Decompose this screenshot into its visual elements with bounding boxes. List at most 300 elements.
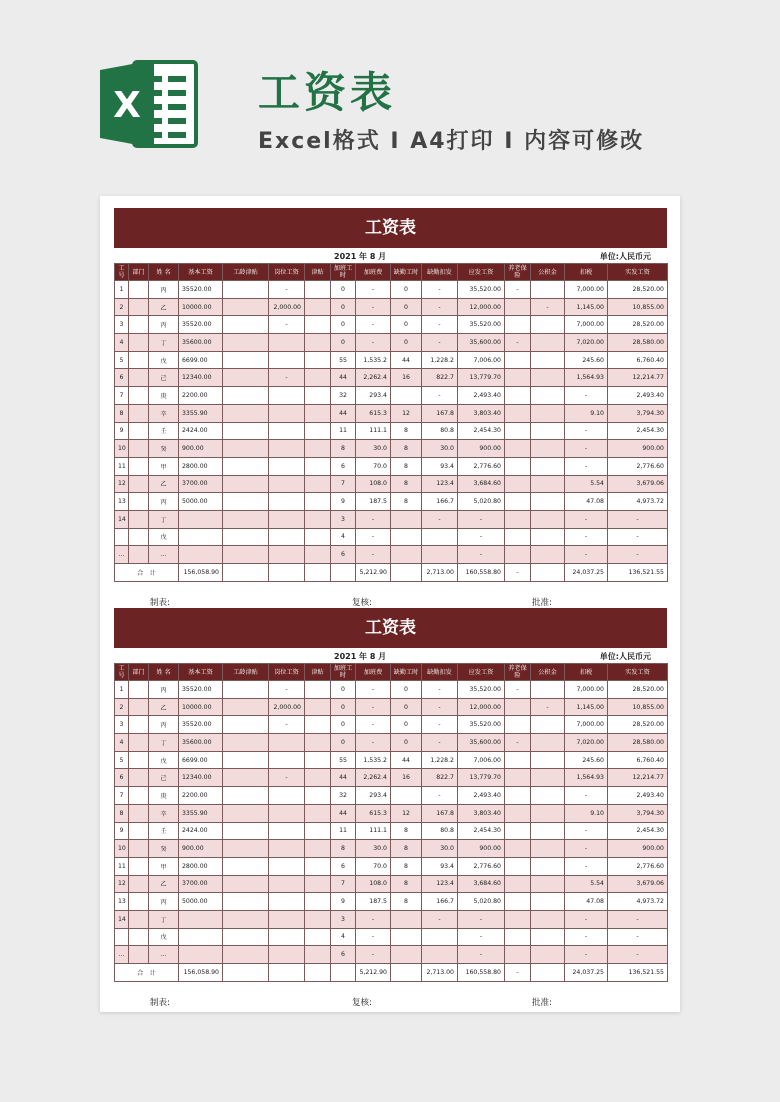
table-cell[interactable]	[505, 493, 531, 511]
table-cell[interactable]	[305, 369, 331, 387]
table-cell[interactable]: 93.4	[422, 457, 458, 475]
table-cell[interactable]: -	[565, 510, 608, 528]
table-cell[interactable]	[269, 804, 305, 822]
table-cell[interactable]: 0	[331, 298, 356, 316]
table-cell[interactable]: 1,564.93	[565, 369, 608, 387]
table-cell[interactable]	[129, 804, 149, 822]
table-cell[interactable]: 2,262.4	[356, 769, 391, 787]
table-cell[interactable]: 13	[115, 893, 129, 911]
table-cell[interactable]: 166.7	[422, 893, 458, 911]
table-cell[interactable]: -	[505, 681, 531, 699]
table-cell[interactable]: -	[458, 910, 505, 928]
table-cell[interactable]: 壬	[149, 822, 179, 840]
total-cell[interactable]: 136,521.55	[608, 964, 668, 982]
table-cell[interactable]: 123.4	[422, 875, 458, 893]
table-cell[interactable]: 822.7	[422, 369, 458, 387]
table-cell[interactable]	[129, 475, 149, 493]
table-cell[interactable]: 3,803.40	[458, 404, 505, 422]
table-cell[interactable]: 615.3	[356, 404, 391, 422]
table-cell[interactable]: -	[422, 734, 458, 752]
table-cell[interactable]: 8	[391, 822, 422, 840]
table-cell[interactable]	[305, 698, 331, 716]
table-cell[interactable]: ...	[149, 546, 179, 564]
table-cell[interactable]	[223, 298, 269, 316]
table-cell[interactable]: 822.7	[422, 769, 458, 787]
table-cell[interactable]: 7,000.00	[565, 316, 608, 334]
table-cell[interactable]	[305, 440, 331, 458]
table-cell[interactable]	[223, 840, 269, 858]
table-cell[interactable]	[129, 281, 149, 299]
table-cell[interactable]	[505, 804, 531, 822]
table-cell[interactable]: 8	[391, 893, 422, 911]
table-cell[interactable]: -	[356, 281, 391, 299]
table-cell[interactable]: 0	[331, 281, 356, 299]
table-cell[interactable]: 己	[149, 369, 179, 387]
table-cell[interactable]: 35,520.00	[458, 281, 505, 299]
table-cell[interactable]	[179, 546, 223, 564]
table-cell[interactable]: 7	[331, 475, 356, 493]
table-cell[interactable]	[129, 822, 149, 840]
table-cell[interactable]: 2200.00	[179, 387, 223, 405]
table-cell[interactable]: 7	[331, 875, 356, 893]
total-cell[interactable]	[391, 964, 422, 982]
table-cell[interactable]	[391, 510, 422, 528]
table-cell[interactable]	[129, 857, 149, 875]
table-cell[interactable]: 0	[331, 681, 356, 699]
table-cell[interactable]: 丙	[149, 893, 179, 911]
table-cell[interactable]	[531, 822, 565, 840]
table-cell[interactable]: 2,262.4	[356, 369, 391, 387]
table-cell[interactable]: -	[356, 910, 391, 928]
table-cell[interactable]	[223, 822, 269, 840]
table-cell[interactable]	[223, 493, 269, 511]
total-cell[interactable]	[331, 964, 356, 982]
table-cell[interactable]	[505, 440, 531, 458]
table-cell[interactable]	[505, 387, 531, 405]
table-cell[interactable]	[505, 457, 531, 475]
table-cell[interactable]: 35520.00	[179, 316, 223, 334]
table-cell[interactable]: 55	[331, 751, 356, 769]
table-cell[interactable]	[305, 787, 331, 805]
table-cell[interactable]: 93.4	[422, 857, 458, 875]
table-cell[interactable]	[223, 422, 269, 440]
table-cell[interactable]: -	[458, 928, 505, 946]
table-cell[interactable]	[129, 910, 149, 928]
table-cell[interactable]: -	[565, 857, 608, 875]
table-cell[interactable]: 0	[391, 681, 422, 699]
table-cell[interactable]: 壬	[149, 422, 179, 440]
table-cell[interactable]: 35,520.00	[458, 716, 505, 734]
table-cell[interactable]: 47.08	[565, 893, 608, 911]
table-cell[interactable]	[115, 528, 129, 546]
table-cell[interactable]: ...	[149, 946, 179, 964]
table-cell[interactable]	[305, 475, 331, 493]
table-cell[interactable]	[531, 493, 565, 511]
table-cell[interactable]	[269, 857, 305, 875]
table-cell[interactable]: 2,454.30	[458, 422, 505, 440]
table-cell[interactable]: 7	[115, 787, 129, 805]
table-cell[interactable]	[179, 946, 223, 964]
table-cell[interactable]	[179, 510, 223, 528]
table-cell[interactable]: 4	[115, 734, 129, 752]
total-cell[interactable]: 5,212.90	[356, 964, 391, 982]
table-cell[interactable]: 8	[115, 404, 129, 422]
table-cell[interactable]	[269, 510, 305, 528]
table-cell[interactable]	[305, 493, 331, 511]
table-cell[interactable]: -	[356, 510, 391, 528]
table-cell[interactable]: 5	[115, 351, 129, 369]
table-cell[interactable]: -	[356, 681, 391, 699]
table-cell[interactable]	[269, 787, 305, 805]
table-cell[interactable]	[422, 946, 458, 964]
table-cell[interactable]: -	[458, 546, 505, 564]
table-cell[interactable]: 11	[331, 822, 356, 840]
table-cell[interactable]	[129, 681, 149, 699]
table-cell[interactable]	[505, 946, 531, 964]
table-cell[interactable]: 6	[331, 546, 356, 564]
table-cell[interactable]: 900.00	[179, 440, 223, 458]
table-cell[interactable]	[223, 857, 269, 875]
table-cell[interactable]: 7,000.00	[565, 681, 608, 699]
total-cell[interactable]: 24,037.25	[565, 964, 608, 982]
table-cell[interactable]	[269, 928, 305, 946]
table-cell[interactable]	[129, 510, 149, 528]
table-cell[interactable]: -	[565, 422, 608, 440]
table-cell[interactable]: 167.8	[422, 804, 458, 822]
table-cell[interactable]	[223, 751, 269, 769]
table-cell[interactable]	[179, 528, 223, 546]
table-cell[interactable]: 0	[331, 716, 356, 734]
table-cell[interactable]	[269, 840, 305, 858]
table-cell[interactable]: 3	[331, 910, 356, 928]
table-cell[interactable]	[223, 404, 269, 422]
table-cell[interactable]	[505, 698, 531, 716]
table-cell[interactable]: -	[422, 910, 458, 928]
table-cell[interactable]: 3,684.60	[458, 475, 505, 493]
table-cell[interactable]: 3700.00	[179, 475, 223, 493]
table-cell[interactable]: 108.0	[356, 475, 391, 493]
table-cell[interactable]: 3,679.06	[608, 875, 668, 893]
table-cell[interactable]	[531, 893, 565, 911]
table-cell[interactable]: 2,000.00	[269, 698, 305, 716]
table-cell[interactable]	[269, 946, 305, 964]
table-cell[interactable]: 0	[391, 316, 422, 334]
table-cell[interactable]	[505, 893, 531, 911]
table-cell[interactable]: 8	[391, 857, 422, 875]
table-cell[interactable]	[223, 334, 269, 352]
table-cell[interactable]: 35520.00	[179, 281, 223, 299]
table-cell[interactable]: 己	[149, 769, 179, 787]
table-cell[interactable]: 9	[331, 493, 356, 511]
table-cell[interactable]: 3	[115, 716, 129, 734]
table-cell[interactable]	[505, 298, 531, 316]
table-cell[interactable]: 1,228.2	[422, 751, 458, 769]
table-cell[interactable]: -	[565, 546, 608, 564]
table-cell[interactable]: 丙	[149, 493, 179, 511]
table-cell[interactable]	[223, 369, 269, 387]
table-cell[interactable]: 2200.00	[179, 787, 223, 805]
table-cell[interactable]	[505, 510, 531, 528]
table-cell[interactable]: 2800.00	[179, 457, 223, 475]
table-cell[interactable]: 2,454.30	[458, 822, 505, 840]
table-cell[interactable]	[223, 681, 269, 699]
table-cell[interactable]: 2	[115, 298, 129, 316]
table-cell[interactable]	[223, 910, 269, 928]
table-cell[interactable]: 10000.00	[179, 698, 223, 716]
table-cell[interactable]: 丙	[149, 316, 179, 334]
table-cell[interactable]: 11	[331, 422, 356, 440]
table-cell[interactable]: 35,600.00	[458, 334, 505, 352]
table-cell[interactable]: 2,776.60	[458, 857, 505, 875]
table-cell[interactable]: 2424.00	[179, 422, 223, 440]
table-cell[interactable]: 甲	[149, 457, 179, 475]
table-cell[interactable]: 12,000.00	[458, 298, 505, 316]
table-cell[interactable]: 辛	[149, 404, 179, 422]
table-cell[interactable]: 4,973.72	[608, 493, 668, 511]
table-cell[interactable]	[305, 769, 331, 787]
table-cell[interactable]	[269, 351, 305, 369]
table-cell[interactable]: 3,684.60	[458, 875, 505, 893]
table-cell[interactable]: 0	[391, 298, 422, 316]
table-cell[interactable]	[269, 422, 305, 440]
table-cell[interactable]: 丙	[149, 681, 179, 699]
table-cell[interactable]	[129, 734, 149, 752]
table-cell[interactable]: 28,520.00	[608, 681, 668, 699]
table-cell[interactable]: 乙	[149, 475, 179, 493]
table-cell[interactable]	[531, 369, 565, 387]
table-cell[interactable]: 108.0	[356, 875, 391, 893]
table-cell[interactable]: 2800.00	[179, 857, 223, 875]
table-cell[interactable]	[305, 681, 331, 699]
table-cell[interactable]: 12340.00	[179, 769, 223, 787]
table-cell[interactable]: 10	[115, 840, 129, 858]
table-cell[interactable]: 戊	[149, 528, 179, 546]
table-cell[interactable]	[129, 769, 149, 787]
table-cell[interactable]: 9	[115, 822, 129, 840]
table-cell[interactable]: 9.10	[565, 404, 608, 422]
table-cell[interactable]: -	[422, 316, 458, 334]
table-cell[interactable]: 35,600.00	[458, 734, 505, 752]
table-cell[interactable]: -	[565, 440, 608, 458]
table-cell[interactable]: 80.8	[422, 422, 458, 440]
total-cell[interactable]: 5,212.90	[356, 564, 391, 582]
table-cell[interactable]	[422, 928, 458, 946]
table-cell[interactable]: 12	[391, 804, 422, 822]
table-cell[interactable]: 7,006.00	[458, 351, 505, 369]
table-cell[interactable]: 5,020.80	[458, 893, 505, 911]
table-cell[interactable]	[305, 298, 331, 316]
table-cell[interactable]: 丙	[149, 281, 179, 299]
table-cell[interactable]: 8	[391, 493, 422, 511]
table-cell[interactable]: 3	[331, 510, 356, 528]
table-cell[interactable]	[223, 440, 269, 458]
table-cell[interactable]	[115, 928, 129, 946]
table-cell[interactable]	[129, 875, 149, 893]
table-cell[interactable]	[129, 840, 149, 858]
table-cell[interactable]	[505, 422, 531, 440]
table-cell[interactable]: 2,493.40	[608, 387, 668, 405]
table-cell[interactable]: -	[422, 334, 458, 352]
table-cell[interactable]: 0	[331, 698, 356, 716]
table-cell[interactable]: 111.1	[356, 422, 391, 440]
table-cell[interactable]: -	[269, 769, 305, 787]
table-cell[interactable]: 7,020.00	[565, 734, 608, 752]
table-cell[interactable]: 8	[331, 840, 356, 858]
table-cell[interactable]: 8	[391, 475, 422, 493]
total-cell[interactable]: 156,058.90	[179, 564, 223, 582]
table-cell[interactable]: 2,776.60	[608, 457, 668, 475]
table-cell[interactable]	[531, 387, 565, 405]
table-cell[interactable]	[269, 528, 305, 546]
table-cell[interactable]: 28,520.00	[608, 281, 668, 299]
table-cell[interactable]	[129, 946, 149, 964]
table-cell[interactable]: 30.0	[422, 840, 458, 858]
table-cell[interactable]	[269, 334, 305, 352]
table-cell[interactable]	[305, 404, 331, 422]
table-cell[interactable]: 7,000.00	[565, 281, 608, 299]
table-cell[interactable]: 12340.00	[179, 369, 223, 387]
table-cell[interactable]: 245.60	[565, 751, 608, 769]
table-cell[interactable]: 8	[115, 804, 129, 822]
table-cell[interactable]	[531, 734, 565, 752]
table-cell[interactable]: 8	[391, 875, 422, 893]
table-cell[interactable]: 5000.00	[179, 893, 223, 911]
table-cell[interactable]: 28,580.00	[608, 734, 668, 752]
table-cell[interactable]	[223, 281, 269, 299]
table-cell[interactable]	[505, 751, 531, 769]
table-cell[interactable]: 4	[115, 334, 129, 352]
table-cell[interactable]	[305, 751, 331, 769]
table-cell[interactable]: 3,794.30	[608, 404, 668, 422]
table-cell[interactable]	[223, 893, 269, 911]
table-cell[interactable]: 900.00	[608, 840, 668, 858]
table-cell[interactable]: 1,228.2	[422, 351, 458, 369]
table-cell[interactable]: -	[608, 528, 668, 546]
table-cell[interactable]: 3355.90	[179, 404, 223, 422]
table-cell[interactable]	[422, 528, 458, 546]
table-cell[interactable]: 5.54	[565, 475, 608, 493]
table-cell[interactable]: 10000.00	[179, 298, 223, 316]
table-cell[interactable]: 2,000.00	[269, 298, 305, 316]
table-cell[interactable]: 2	[115, 698, 129, 716]
table-cell[interactable]: -	[565, 387, 608, 405]
table-cell[interactable]: 丁	[149, 734, 179, 752]
table-cell[interactable]: 70.0	[356, 857, 391, 875]
table-cell[interactable]	[269, 457, 305, 475]
table-cell[interactable]	[129, 893, 149, 911]
table-cell[interactable]	[269, 404, 305, 422]
table-cell[interactable]	[531, 404, 565, 422]
table-cell[interactable]: 12	[115, 875, 129, 893]
table-cell[interactable]	[129, 404, 149, 422]
table-cell[interactable]	[305, 893, 331, 911]
table-cell[interactable]	[531, 928, 565, 946]
table-cell[interactable]: -	[565, 840, 608, 858]
table-cell[interactable]: 辛	[149, 804, 179, 822]
table-cell[interactable]: 2424.00	[179, 822, 223, 840]
table-cell[interactable]: 乙	[149, 698, 179, 716]
table-cell[interactable]: 16	[391, 769, 422, 787]
table-cell[interactable]: -	[422, 510, 458, 528]
table-cell[interactable]: 16	[391, 369, 422, 387]
table-cell[interactable]: -	[458, 510, 505, 528]
table-cell[interactable]	[531, 751, 565, 769]
table-cell[interactable]	[505, 840, 531, 858]
table-cell[interactable]	[269, 751, 305, 769]
table-cell[interactable]: 0	[391, 281, 422, 299]
table-cell[interactable]	[391, 787, 422, 805]
table-cell[interactable]: 11	[115, 457, 129, 475]
table-cell[interactable]	[505, 928, 531, 946]
table-cell[interactable]: 900.00	[179, 840, 223, 858]
table-cell[interactable]: -	[565, 457, 608, 475]
table-cell[interactable]	[505, 475, 531, 493]
table-cell[interactable]: 30.0	[356, 840, 391, 858]
table-cell[interactable]: 245.60	[565, 351, 608, 369]
table-cell[interactable]	[305, 804, 331, 822]
table-cell[interactable]	[223, 351, 269, 369]
table-cell[interactable]: 70.0	[356, 457, 391, 475]
table-cell[interactable]: 12,214.77	[608, 769, 668, 787]
table-cell[interactable]: -	[356, 734, 391, 752]
table-cell[interactable]: -	[269, 681, 305, 699]
table-cell[interactable]	[531, 875, 565, 893]
table-cell[interactable]	[305, 928, 331, 946]
table-cell[interactable]: 8	[391, 840, 422, 858]
table-cell[interactable]: 4,973.72	[608, 893, 668, 911]
table-cell[interactable]: 44	[391, 751, 422, 769]
table-cell[interactable]	[129, 457, 149, 475]
table-cell[interactable]: -	[565, 928, 608, 946]
table-cell[interactable]: 8	[331, 440, 356, 458]
table-cell[interactable]	[129, 751, 149, 769]
table-cell[interactable]: 癸	[149, 840, 179, 858]
table-cell[interactable]	[223, 716, 269, 734]
total-cell[interactable]	[391, 564, 422, 582]
table-cell[interactable]	[391, 946, 422, 964]
table-cell[interactable]: 6	[115, 769, 129, 787]
table-cell[interactable]	[129, 351, 149, 369]
table-cell[interactable]: 2,776.60	[608, 857, 668, 875]
table-cell[interactable]: -	[356, 298, 391, 316]
table-cell[interactable]	[223, 387, 269, 405]
table-cell[interactable]	[223, 946, 269, 964]
total-cell[interactable]	[269, 564, 305, 582]
table-cell[interactable]	[305, 387, 331, 405]
table-cell[interactable]	[305, 910, 331, 928]
table-cell[interactable]	[129, 387, 149, 405]
table-cell[interactable]: 44	[331, 769, 356, 787]
total-cell[interactable]	[531, 964, 565, 982]
table-cell[interactable]: -	[356, 316, 391, 334]
table-cell[interactable]: 35,520.00	[458, 316, 505, 334]
table-cell[interactable]: 30.0	[356, 440, 391, 458]
table-cell[interactable]: 4	[331, 528, 356, 546]
table-cell[interactable]: 5000.00	[179, 493, 223, 511]
table-cell[interactable]: 10	[115, 440, 129, 458]
table-cell[interactable]: 30.0	[422, 440, 458, 458]
table-cell[interactable]	[531, 787, 565, 805]
total-cell[interactable]	[305, 564, 331, 582]
table-cell[interactable]	[223, 316, 269, 334]
table-cell[interactable]: 900.00	[458, 840, 505, 858]
table-cell[interactable]	[223, 769, 269, 787]
table-cell[interactable]	[505, 716, 531, 734]
table-cell[interactable]: 9.10	[565, 804, 608, 822]
table-cell[interactable]	[531, 804, 565, 822]
table-cell[interactable]	[531, 681, 565, 699]
table-cell[interactable]: -	[269, 369, 305, 387]
